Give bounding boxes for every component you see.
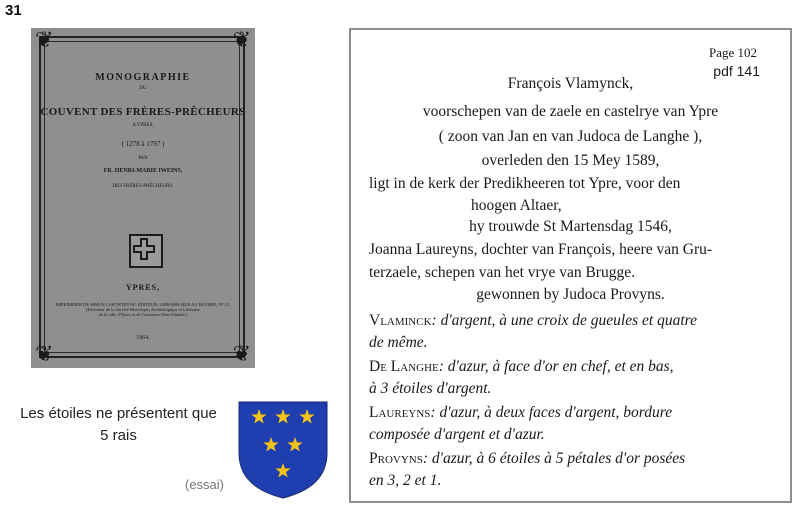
cover-dates: ( 1278 à 1797 ) (121, 140, 165, 148)
blazon-name: Laureyns (369, 404, 431, 421)
blazon-laureyns (369, 404, 672, 422)
cover-year: 1864. (136, 335, 150, 341)
slide-number: 31 (5, 2, 22, 19)
blazon-vlaminck (369, 312, 697, 330)
cover-title-line2: COUVENT DES FRÈRES-PRÊCHEURS (40, 106, 246, 118)
corner-ornament-icon: ❦ (35, 28, 54, 53)
blazon-provyns (369, 450, 685, 468)
cover-printer-line2: (Directeur de la Société Historique, Archéologique et Littéraire (86, 307, 200, 312)
doc-line-9: terzaele, schepen van het vrye van Brugge. (369, 264, 635, 281)
blazon-text: : d'azur, à face d'or en chef, et en bas, (438, 358, 674, 375)
blazon-de-langhe-cont: à 3 étoiles d'argent. (369, 380, 492, 397)
corner-ornament-icon: ❦ (232, 28, 251, 53)
doc-line-4: overleden den 15 Mey 1589, (481, 152, 660, 169)
caption-line2: 5 rais (100, 427, 137, 444)
trial-label: (essai) (185, 477, 225, 492)
corner-ornament-icon: ❦ (35, 342, 54, 367)
blazon-de-langhe (369, 358, 674, 376)
caption-line1: Les étoiles ne présentent que (20, 405, 217, 422)
cover-city-line: A YPRES, (132, 123, 154, 128)
cover-title-line1: MONOGRAPHIE (95, 72, 191, 83)
doc-line-6: hoogen Altaer, (471, 197, 562, 214)
blazon-vlaminck-cont: de même. (369, 334, 428, 351)
cover-par: PAR (138, 156, 148, 161)
doc-line-2: voorschepen van de zaele en castelrye van Ypre (422, 103, 719, 120)
blazon-name: Vlaminck (369, 312, 432, 329)
blazon-laureyns-cont: composée d'argent et d'azur. (369, 426, 545, 443)
doc-line-5: ligt in de kerk der Predikheeren tot Ypre, voor den (369, 175, 681, 192)
blazon-text: : d'argent, à une croix de gueules et quatre (431, 312, 697, 329)
cover-cross-ornament-icon (129, 234, 163, 268)
blazon-name: De Langhe (369, 358, 439, 375)
doc-line-1: François Vlamynck, (507, 75, 634, 92)
cover-printer-line3: de la ville d'Ypres et de l'ancienne West-Flandre.) (98, 312, 188, 317)
coat-of-arms-shield-icon (238, 401, 328, 499)
page-label: Page 102 (708, 45, 757, 60)
blazon-text: : d'azur, à 6 étoiles à 5 pétales d'or posées (422, 450, 686, 467)
pdf-label: pdf 141 (713, 63, 760, 79)
cover-title-de: DU (139, 86, 147, 91)
cover-order: DES FRÈRES-PRÊCHEURS. (112, 184, 174, 189)
cross-icon (131, 236, 157, 262)
cover-printer (31, 302, 255, 317)
cover-printer-line1: IMPRIMERIE DE SIMON LAFONTEYNE, ÉDITEUR, LIBRAIRE RUE AU BEURRE, N° 21. (55, 302, 231, 307)
star-caption (0, 403, 237, 447)
cover-place: YPRES, (125, 283, 161, 292)
doc-line-3: ( zoon van Jan en van Judoca de Langhe ), (438, 128, 703, 145)
document-page (349, 28, 792, 503)
corner-ornament-icon: ❦ (232, 342, 251, 367)
doc-line-8: Joanna Laureyns, dochter van François, heere van Gru- (369, 241, 713, 258)
blazon-text: : d'azur, à deux faces d'argent, bordure (430, 404, 673, 421)
blazon-provyns-cont: en 3, 2 et 1. (369, 472, 442, 489)
doc-line-7: hy trouwde St Martensdag 1546, (469, 218, 672, 235)
blazon-name: Provyns (369, 450, 423, 467)
doc-line-10: gewonnen by Judoca Provyns. (476, 286, 665, 303)
cover-author: FR. HENRI-MARIE IWEINS, (103, 168, 183, 174)
book-cover-image (31, 28, 255, 368)
